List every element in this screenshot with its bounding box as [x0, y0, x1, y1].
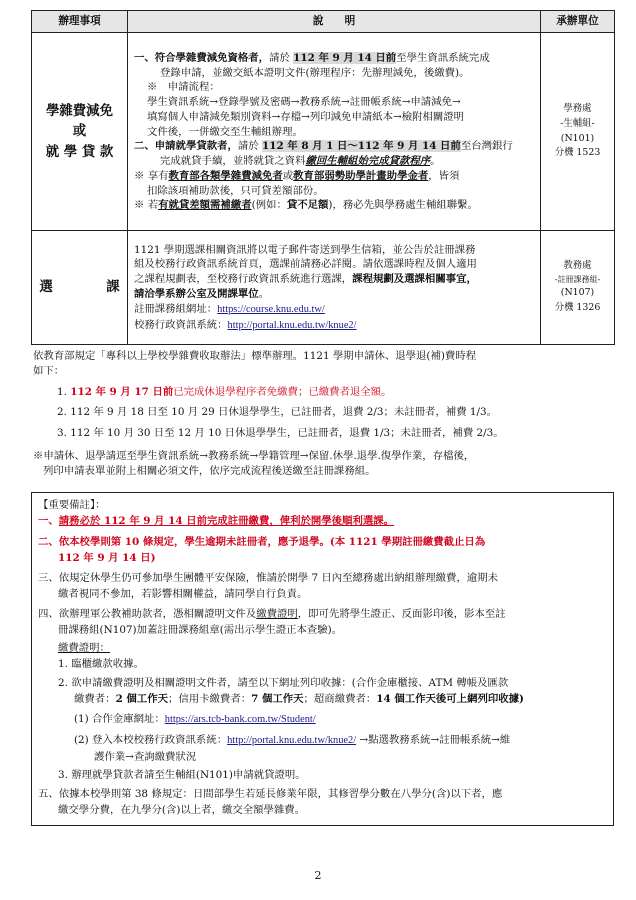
note-item: [38, 534, 607, 550]
note-item: 冊課務組(N107)加蓋註冊課務組章(需出示學生證正本查驗)。: [58, 624, 343, 637]
text: ；信用卡繳費者：: [167, 692, 252, 705]
text: 二、: [38, 535, 59, 548]
item-course-selection: 選 課: [32, 231, 128, 345]
page: [31, 10, 614, 826]
deadline-red: 112 年 9 月 17 日前: [70, 385, 174, 398]
notes-title: 【重要備註】：: [38, 499, 106, 512]
note-item: [38, 606, 607, 622]
text: ，皆須: [428, 169, 460, 182]
text: 校務行政資訊系統：: [134, 318, 228, 331]
text: 請於: [237, 140, 262, 153]
desc-line: [134, 51, 534, 66]
text: 一、符合學雜費減免資格者，: [134, 51, 270, 64]
text: 繳回生輔組始完成貸款程序: [305, 155, 431, 168]
refund-flow: ※申請休、退學請逕至學生資訊系統→教務系統→學籍管理→保留.休學.退學.復學作業，存檔後，: [33, 449, 475, 462]
desc-fee-waiver: [128, 33, 541, 231]
text: 之課程規劃表，至校務行政資訊系統進行選課，: [134, 273, 353, 286]
desc-line: 填寫個人申請減免類別資料→存檔→列印減免申請紙本→檢附相關證明: [147, 110, 465, 123]
refund-intro: 如下：: [33, 364, 65, 377]
item-line: 學雜費減免: [46, 103, 113, 120]
desc-line: [134, 169, 534, 184]
text: 請於: [269, 51, 294, 64]
text: 有就貸差額需補繳者: [158, 199, 252, 212]
text: (例如：: [251, 199, 287, 212]
page-number: 2: [314, 869, 322, 882]
text: 1.: [57, 385, 67, 398]
table-row: [32, 231, 615, 345]
unit-line: 教務處: [563, 260, 592, 272]
text: 註冊課務組網址：: [134, 302, 218, 315]
text: ※ 享有: [134, 169, 169, 182]
unit-line: -註冊課務組-: [554, 275, 601, 285]
desc-line: [134, 198, 534, 213]
desc-line: [134, 318, 534, 334]
text: 。: [430, 155, 441, 168]
text: 完成就貸手續，並將就貸之資料: [160, 155, 306, 168]
note-item: 繳者視同不參加，若影響相關權益，請同學自行負責。: [58, 587, 308, 600]
text: (2) 登入本校校務行政資訊系統：: [74, 733, 228, 746]
desc-line: 1121 學期選課相關資訊將以電子郵件寄送到學生信箱，並公告於註冊課務: [134, 243, 476, 256]
text: 教育部弱勢助學計畫助學金者: [293, 169, 429, 182]
text: 四、欲辦理軍公教補助款者，憑相關證明文件及: [38, 608, 257, 621]
unit-line: (N101): [560, 132, 595, 144]
refund-section: [31, 345, 614, 482]
text: 14 個工作天後可上網列印收據): [376, 692, 524, 705]
desc-line: 組及校務行政資訊系統首頁，選課前請務必詳閱。請依選課時程及個人適用: [134, 258, 477, 271]
text: 繳費者：: [74, 692, 116, 705]
text: 一、: [38, 515, 59, 528]
text: 。: [258, 288, 270, 300]
unit-academic-affairs: [541, 231, 615, 345]
header-desc: 說 明: [128, 11, 541, 33]
text: 繳費證明: [256, 608, 298, 621]
note-item: 112 年 9 月 14 日): [58, 551, 156, 564]
refund-item: 2. 112 年 9 月 18 日至 10 月 29 日休退學學生，已註冊者，退費 2/3；未註冊者，補費 1/3。: [57, 406, 498, 419]
table-header-row: [32, 11, 615, 33]
course-site-link[interactable]: https://course.knu.edu.tw/: [217, 303, 325, 315]
text: 貸不足額: [286, 199, 329, 212]
registration-table: [31, 10, 615, 345]
unit-line: -生輔組-: [560, 117, 595, 129]
text: 依本校學則第 10 條規定，學生逾期未註冊者，應予退學。(本 1121 學期註冊繳費截止日為: [58, 535, 486, 548]
text: 教育部各類學雜費減免者: [168, 169, 283, 182]
item-fee-waiver: [32, 33, 128, 231]
text: 至學生資訊系統完成: [396, 51, 490, 64]
text: 請洽學系辦公室及開課單位: [134, 288, 259, 300]
desc-line: 扣除該項補助款後，只可貸差額部份。: [147, 184, 324, 197]
portal-link[interactable]: http://portal.knu.edu.tw/knue2/: [227, 319, 357, 331]
desc-line: [134, 154, 534, 169]
refund-item: [33, 385, 614, 400]
table-row: [32, 33, 615, 231]
text: 課程規劃及選課相關事宜，: [352, 273, 477, 286]
item-line: 就 學 貸 款: [45, 143, 114, 160]
text: ，即可先將學生證正、反面影印後，影本至註: [297, 608, 506, 621]
text: 至台灣銀行: [460, 140, 513, 153]
note-item: 繳交學分費，在九學分(含)以上者，繳交全額學雜費。: [58, 804, 306, 817]
deadline-highlight: 112 年 9 月 14 日前: [293, 51, 397, 64]
refund-flow: 列印申請表單並附上相關必須文件，依序完成流程後送繳至註冊課務組。: [43, 464, 376, 477]
portal-link[interactable]: http://portal.knu.edu.tw/knue2/: [227, 734, 357, 746]
desc-line: [134, 302, 534, 318]
text: 二、申請就學貸款者，: [134, 140, 238, 153]
receipt-item: 2. 欲申請繳費證明及相關證明文件者，請至以下網址列印收據：(合作金庫櫃接、ATM 轉帳及匯款: [58, 676, 509, 689]
receipt-item: 1. 臨櫃繳款收據。: [58, 658, 144, 671]
text: 已完成休退學程序者免繳費；已繳費者退全額。: [173, 385, 392, 398]
text: ※ 若: [134, 199, 159, 212]
receipt-item: 3. 辦理就學貸款者請至生輔組(N101)申請就貸證明。: [58, 769, 306, 782]
deadline-highlight: 112 年 8 月 1 日～112 年 9 月 14 日前: [262, 140, 461, 153]
receipt-item: [38, 691, 607, 707]
item-line: 或: [72, 123, 87, 140]
text: 7 個工作天: [251, 692, 304, 705]
unit-line: (N107): [560, 287, 595, 299]
desc-line: 學生資訊系統→登錄學號及密碼→教務系統→註冊帳系統→申請減免→: [147, 96, 461, 109]
text: 或: [282, 169, 294, 182]
desc-line: [134, 272, 534, 287]
text: (1) 合作金庫網址：: [74, 712, 165, 725]
desc-line: [134, 139, 534, 154]
unit-line: 學務處: [563, 103, 592, 115]
receipt-title: 繳費證明：: [58, 642, 110, 655]
text: ；超商繳費者：: [303, 692, 377, 705]
desc-line: 登錄申請，並繳交紙本證明文件(辦理程序：先辦理減免，後繳費)。: [160, 66, 470, 79]
refund-item: 3. 112 年 10 月 30 日至 12 月 10 日休退學學生，已註冊者，退費 1/3；未註冊者，補費 2/3。: [57, 427, 504, 440]
unit-line: 分機 1523: [554, 147, 601, 159]
text: 2 個工作天: [115, 692, 168, 705]
bank-link[interactable]: https://ars.tcb-bank.com.tw/Student/: [164, 713, 316, 725]
unit-line: 分機 1326: [554, 301, 601, 313]
receipt-item: 護作業→查詢繳費狀況: [94, 751, 197, 764]
note-item: [38, 513, 607, 529]
desc-line: 文件後，一併繳交至生輔組辦理。: [147, 125, 303, 138]
header-item: 辦理事項: [32, 11, 128, 33]
desc-line: [134, 287, 534, 302]
desc-line: ※ 申請流程：: [147, 81, 220, 94]
note-item: 三、依規定休學生仍可參加學生團體平安保險，惟請於開學 7 日內至總務處出納組辦理繳費，逾期未: [38, 571, 499, 584]
text: →點選教務系統→註冊帳系統→維: [356, 733, 511, 746]
receipt-item: [38, 732, 607, 749]
text: )，務必先與學務處生輔組聯繫。: [328, 199, 478, 212]
header-unit: 承辦單位: [541, 11, 615, 33]
desc-course-selection: [128, 231, 541, 345]
unit-student-affairs: [541, 33, 615, 231]
refund-intro: 依教育部規定「專科以上學校學雜費收取辦法」標準辦理。1121 學期申請休、退學退(補)費時程: [33, 350, 477, 362]
important-notes: [31, 492, 614, 825]
note-item: 五、依據本校學則第 38 條規定：日間部學生若延長修業年限，其修習學分數在八學分(含)以下者，應: [38, 788, 503, 801]
receipt-item: [38, 711, 607, 728]
text: 請務必於 112 年 9 月 14 日前完成註冊繳費，俾利於開學後順利選課。: [58, 515, 395, 528]
